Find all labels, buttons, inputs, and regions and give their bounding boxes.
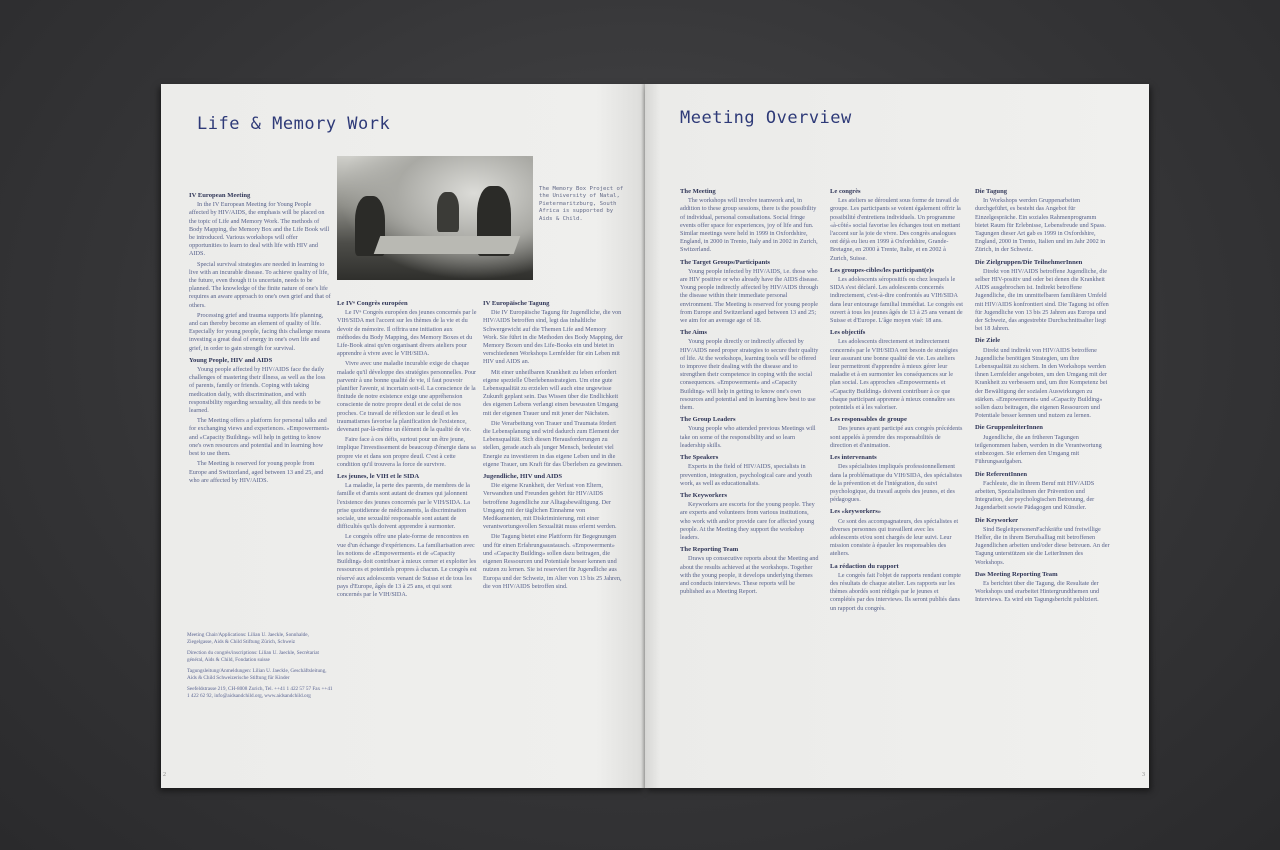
section-heading: Le congrès (830, 188, 861, 195)
section-heading: Les jeunes, le VIH et le SIDA (337, 473, 420, 481)
section-heading: The Meeting (680, 188, 716, 195)
paragraph: Keyworkers are escorts for the young people. They are experts and volunteers from various institutions, who work with and/or provide care for affected young people. At the Meeting they support the workshop leaders. (680, 501, 815, 541)
paragraph: The Meeting offers a platform for personal talks and for exchanging views and experiences. «Empowerment» and «Capacity Building» will help in getting to know one's own resources and potential and in learning how best to use them. (189, 417, 330, 458)
left-page-heading: Life & Memory Work (197, 114, 391, 134)
left-page (161, 84, 645, 788)
section-heading: Young People, HIV and AIDS (189, 356, 273, 364)
left-column-french (337, 296, 477, 601)
paragraph: Es berichtet über die Tagung, die Resultate der Workshops und erarbeitet Hintergrundthemen und Interviews. Es wird ein Tagungsbericht publiziert. (975, 579, 1100, 604)
paragraph: Faire face à ces défis, surtout pour un être jeune, implique l'investissement de beaucoup d'énergie dans sa propre vie et dans son propre deuil. C'est à cette condition qu'il trouvera la force de survivre. (337, 436, 476, 468)
paragraph: Le congrès offre une plate-forme de rencontres en vue d'un échange d'expériences. La familiarisation avec les notions de «Empowerment» et de «Capacity Building» doit contribuer à mieux cerner et exploiter les ressources et potentiels propres à chacun. Le congrès est réservé aux adolescents venant de Suisse et de tous les pays d'Europe, âgés de 13 à 25 ans, et qui sont concernés par le VIH/SIDA. (337, 533, 477, 598)
section-heading: The Target Groups/Participants (680, 258, 771, 266)
section-heading: IV Europäische Tagung (483, 300, 550, 307)
paragraph: Vivre avec une maladie incurable exige de chaque malade qu'il développe des stratégies personnelles. Pour parvenir à une bonne qualité de vie, il faut pouvoir planifier l'avenir, si incertain soit-il. La conscience de la finitude de notre existence exige une appréhension consciente de notre propre deuil et de celui de nos proches. Ce travail de réflexion sur le deuil et les traumatismes favorise la planification de l'existence, devenant par-là-même un élément de la qualité de vie. (337, 360, 477, 434)
paragraph: Des spécialistes impliqués professionnellement dans la problématique du VIH/SIDA, des spécialistes de la prévention et de l'intégration, du suivi psychologique, du travail auprès des jeunes, et des pédagogues. (830, 463, 963, 504)
person-figure (437, 192, 459, 232)
paragraph: Die Tagung bietet eine Plattform für Begegnungen und für einen Erfahrungsaustausch. «Empowerment» und «Capacity Building» sollen dazu beitragen, die eigenen Ressourcen und Potentiale besser kennen und nutzen zu lernen. Sie ist reserviert für Jugendliche aus Europa und der Schweiz, im Alter von 13 bis 25 Jahren, die von HIV/AIDS betroffen sind. (483, 533, 622, 590)
section-heading: Les groupes-cibles/les participant(e)s (830, 266, 934, 274)
paragraph: Des jeunes ayant participé aux congrès précédents sont appelés à prendre des responsabilités de direction et d'animation. (830, 425, 963, 449)
photo-caption: The Memory Box Project of the University of Natal, Pietermaritzburg, South Africa is supported by Aids & Child. (539, 186, 624, 222)
paragraph: Les ateliers se déroulent sous forme de travail de groupe. Les participants se voient également offrir la possibilité d'entretiens individuels. Un programme «à-côté» social favorise les échanges tout en mettant l'accent sur la joie de vivre. Des congrès analogues ont déjà eu lieu en 1999 à Oxfordshire, Grande-Bretagne, en 2000 à Trente, Italie, et en 2002 à Zurich, Suisse. (830, 197, 961, 262)
section-heading: Die Keyworker (975, 516, 1019, 524)
paragraph: Young people affected by HIV/AIDS face the daily challenges of mastering their illness, as well as the loss of parents, family or friends. Coping with taking medication daily, with discrimination, and with responsibility regarding sexuality, all this needs to be learned. (189, 366, 326, 415)
left-column-german (483, 296, 623, 593)
paragraph: Le IVᵉ Congrès européen des jeunes concernés par le VIH/SIDA met l'accent sur les thèmes de la vie et du devoir de mémoire. Il offrira une initiation aux méthodes du Body Mapping, des Memory Boxes et du Life-Book ainsi qu'en organisant divers ateliers pour apprendre à vivre avec le VIH/SIDA. (337, 309, 477, 358)
paragraph: Processing grief and trauma supports life planning, and can thereby become an element of quality of life. Especially for young people, facing this challenge means investing a great deal of energy in one's own life and grief, in order to gain strength for survival. (189, 311, 331, 352)
section-heading: Die GruppenleiterInnen (975, 424, 1043, 432)
paragraph: Die IV Europäische Tagung für Jugendliche, die von HIV/AIDS betroffen sind, legt das inhaltliche Schwergewicht auf die Themen Life and Memory Work. Sie führt in die Methoden des Body Mapping, der Memory Boxen und des Life-Books ein und bietet in verschiedenen Workshops Lernfelder für ein Leben mit HIV und AIDS an. (483, 309, 623, 366)
paragraph: Draws up consecutive reports about the Meeting and about the results achieved at the workshops. Together with the young people, it develops underlying themes and conducts interviews. These reports will be published as a Meeting Report. (680, 555, 819, 596)
section-heading: The Group Leaders (680, 416, 736, 424)
right-page (645, 84, 1149, 788)
paragraph: Direkt von HIV/AIDS betroffene Jugendliche, die selber HIV-positiv und oder bei denen die Krankheit AIDS ausgebrochen ist. Indirekt betroffene Jugendliche, die im unmittelbaren familiären Umfeld mit HIV/AIDS konfrontiert sind. Die Tagung ist offen für Jugendliche von 13 bis 25 Jahren aus Europa und der Schweiz, das angestrebte Durchschnittsalter liegt bei 18 Jahren. (975, 267, 1109, 333)
paragraph: Mit einer unheilbaren Krankheit zu leben erfordert eigene spezielle Überlebensstrategien. Um eine gute Lebensqualität zu erzielen will auch eine ungewisse Zukunft geplant sein. Das Wissen über die Endlichkeit des eigenen Lebens verlangt einen bewussten Umgang mit der eigenen Trauer und mit jener der Nächsten. (483, 368, 619, 417)
right-column-german (975, 184, 1111, 607)
paragraph: Les adolescents séropositifs ou chez lesquels le SIDA s'est déclaré. Les adolescents concernés indirectement, c'est-à-dire confrontés au VIH/SIDA dans leur entourage familial immédiat. Le congrès est ouvert à tous les jeunes âgés de 13 à 25 ans venant de Suisse et d'Europe. L'âge moyen visé: 18 ans. (830, 276, 963, 325)
paragraph: Le congrès fait l'objet de rapports rendant compte des résultats de chaque atelier. Les rapports sur les thèmes abordés sont rédigés par le jeunes et complétés par des interviews. Ils seront publiés dans un rapport du congrès. (830, 571, 961, 612)
page-number: 3 (1142, 772, 1145, 778)
credit-line: Tagungsleitung/Anmeldungen: Lilian U. Jaeckle, Geschäftsleitung, Aids & Child Schweizerische Stiftung für Kinder (187, 668, 327, 681)
contact-line: Seefeldstrasse 219, CH-8008 Zurich, Tel. ++41 1 422 57 57 Fax ++41 1 422 62 92, info@aidsandchild.org, www.aidsandchild.org (187, 686, 333, 699)
credit-line: Meeting Chair/Applications: Lilian U. Jaeckle, Sonnhalde, Ziegelgasse, Aids & Child Stiftung Zürich, Schweiz (187, 632, 309, 645)
photo-table (374, 236, 521, 254)
paragraph: Ce sont des accompagnateurs, des spécialistes et diverses personnes qui travaillent avec les adolescents et/ou sont chargés de leur suivi. Leur mission consiste à épauler les responsables des ateliers. (830, 517, 959, 558)
right-page-heading: Meeting Overview (680, 108, 852, 128)
paragraph: Young people infected by HIV/AIDS, i.e. those who are HIV positive or who already have the AIDS disease. Young people indirectly affected by HIV/AIDS through the disease within their immediate personal environment. The Meeting is reserved for young people from Europe and Switzerland aged between 13 and 25; we aim for an average age of 18. (680, 267, 819, 325)
section-heading: Les objectifs (830, 329, 866, 337)
section-heading: Les «keyworkers» (830, 508, 882, 516)
paragraph: Die eigene Krankheit, der Verlust von Eltern, Verwandten und Freunden gehört für HIV/AIDS betroffene Jugendliche zur Alltagsbewältigung. Der Umgang mit der täglichen Einnahme von Medikamenten, mit Diskriminierung, mit einer verantwortungsvollen Sexualität muss erlernt werden. (483, 482, 617, 531)
paragraph: Special survival strategies are needed in learning to live with an incurable disease. To achieve quality of life, the future, even though it is uncertain, needs to be planned. The knowledge of the finite nature of one's life requires an aware approach to one's own grief and that of others. (189, 260, 331, 309)
paragraph: Experts in the field of HIV/AIDS, specialists in prevention, integration, psychological care and youth work, as well as educationalists. (680, 463, 812, 487)
paragraph: Young people who attended previous Meetings will take on some of the responsibility and so learn leadership skills. (680, 425, 816, 449)
paragraph: In the IV European Meeting for Young People affected by HIV/AIDS, the emphasis will be placed on the topic of Life and Memory Work. The methods of Body Mapping, the Memory Box and the Life Book will be introduced. Various workshops will offer opportunities to learn to deal with life with HIV and AIDS. (189, 201, 330, 258)
paragraph: Die Verarbeitung von Trauer und Traumata fördert die Lebensplanung und wird dadurch zum Element der Lebensqualität. Sich diesen Herausforderungen zu stellen, gerade auch als junger Mensch, bedeutet viel Energie zu investieren in das eigene Leben und in die eigene Trauer, um Kraft für das Überleben zu gewinnen. (483, 419, 623, 468)
paragraph: The workshops will involve teamwork and, in addition to these group sessions, there is the possibility of individual, personal consultations. Social fringe events offer space for experiences, joy of life and fun. Similar meetings were held in 1999 in Oxfordshire, England, in 2000 in Trento, Italy and in 2002 in Zurich, Switzerland. (680, 197, 818, 254)
paragraph: Young people directly or indirectly affected by HIV/AIDS need proper strategies to secure their quality of life. At the workshops, learning tools will be offered to improve their dealing with the disease and to strengthen their competence in coping with the social consequences. «Empowerment» and «Capacity Building» will help in getting to know one's own resources and potential and in learning how best to use them. (680, 338, 819, 412)
section-heading: Die Tagung (975, 188, 1008, 195)
right-column-french (830, 184, 964, 615)
section-heading: The Speakers (680, 454, 719, 462)
left-column-english (189, 188, 331, 487)
section-heading: Die ReferentInnen (975, 470, 1028, 478)
section-heading: The Reporting Team (680, 546, 739, 554)
memory-box-photo (337, 156, 533, 280)
credit-line: Direction du congrès/inscriptions: Lilian U. Jaeckle, Secrétariat général, Aids & Child, Fondation suisse (187, 650, 319, 663)
section-heading: Das Meeting Reporting Team (975, 570, 1058, 578)
page-number: 2 (163, 772, 166, 778)
paragraph: In Workshops werden Gruppenarbeiten durchgeführt, es besteht das Angebot für Einzelgespräche. Ein soziales Rahmenprogramm bietet Raum für Erlebnisse, Lebensfreude und Spass. Tagungen dieser Art gab es 1999 in Oxfordshire, England, 2000 in Trento, Italien und im Jahr 2002 in Zürich, in der Schweiz. (975, 197, 1106, 254)
section-heading: La rédaction du rapport (830, 562, 899, 570)
section-heading: Die Ziele (975, 337, 1001, 345)
paragraph: Direkt und indirekt von HIV/AIDS betroffene Jugendliche benötigen Strategien, um ihre Lebensqualität zu sichern. In den Workshops werden ihnen Lernfelder angeboten, um den Umgang mit der Krankheit zu verbessern und, um ihre Kompetenz bei der Bewältigung der sozialen Auswirkungen zu stärken. «Empowerment» und «Capacity Building» sollen dazu beitragen, die eigenen Ressourcen und Potentiale besser kennen und nutzen zu lernen. (975, 346, 1108, 420)
paragraph: Fachleute, die in ihrem Beruf mit HIV/AIDS arbeiten, SpezialistInnen der Prävention und Integration, der psychologischen Betreuung, der Jugendarbeit sowie Pädagogen und Künstler. (975, 479, 1095, 512)
section-heading: The Aims (680, 329, 707, 337)
paragraph: Les adolescents directement et indirectement concernés par le VIH/SIDA ont besoin de stratégies leur assurant une bonne qualité de vie. Les ateliers leur permettront d'apprendre à mieux gérer leur maladie et à en surmonter les conséquences sur le plan social. Les approches «Empowerment» et «Capacity Building» doivent contribuer à ce que chaque participant apprenne à mieux connaître ses potentiels et à les valoriser. (830, 338, 958, 412)
credits-block (187, 632, 333, 704)
section-heading: Les responsables de groupe (830, 416, 907, 424)
paragraph: La maladie, la perte des parents, de membres de la famille et d'amis sont autant de drames qui jalonnent l'existence des jeunes concernés par le VIH/SIDA. La prise quotidienne de médicaments, la discrimination sociale, une sexualité responsable sont autant de difficultés qu'ils doivent apprendre à surmonter. (337, 482, 470, 531)
section-heading: The Keyworkers (680, 491, 728, 499)
paragraph: The Meeting is reserved for young people from Europe and Switzerland, aged between 13 and 25, and who are affected by HIV/AIDS. (189, 460, 324, 484)
section-heading: Les intervenants (830, 454, 877, 462)
right-column-english (680, 184, 820, 598)
paragraph: Jugendliche, die an früheren Tagungen teilgenommen haben, werden in die Verantwortung einbezogen. Sie erlernen den Umgang mit Führungsaufgaben. (975, 433, 1102, 466)
section-heading: IV European Meeting (189, 192, 251, 199)
paragraph: Sind BegleitpersonenFachkräfte und freiwillige Helfer, die in ihrem Berufsalltag mit betroffenen Jugendlichen arbeiten und/oder diese betreuen. An der Tagung unterstützen sie die LeiterInnen des Workshops. (975, 525, 1110, 566)
section-heading: Le IVᵉ Congrès européen (337, 300, 408, 307)
section-heading: Jugendliche, HIV und AIDS (483, 473, 563, 481)
section-heading: Die Zielgruppen/Die TeilnehmerInnen (975, 258, 1083, 266)
